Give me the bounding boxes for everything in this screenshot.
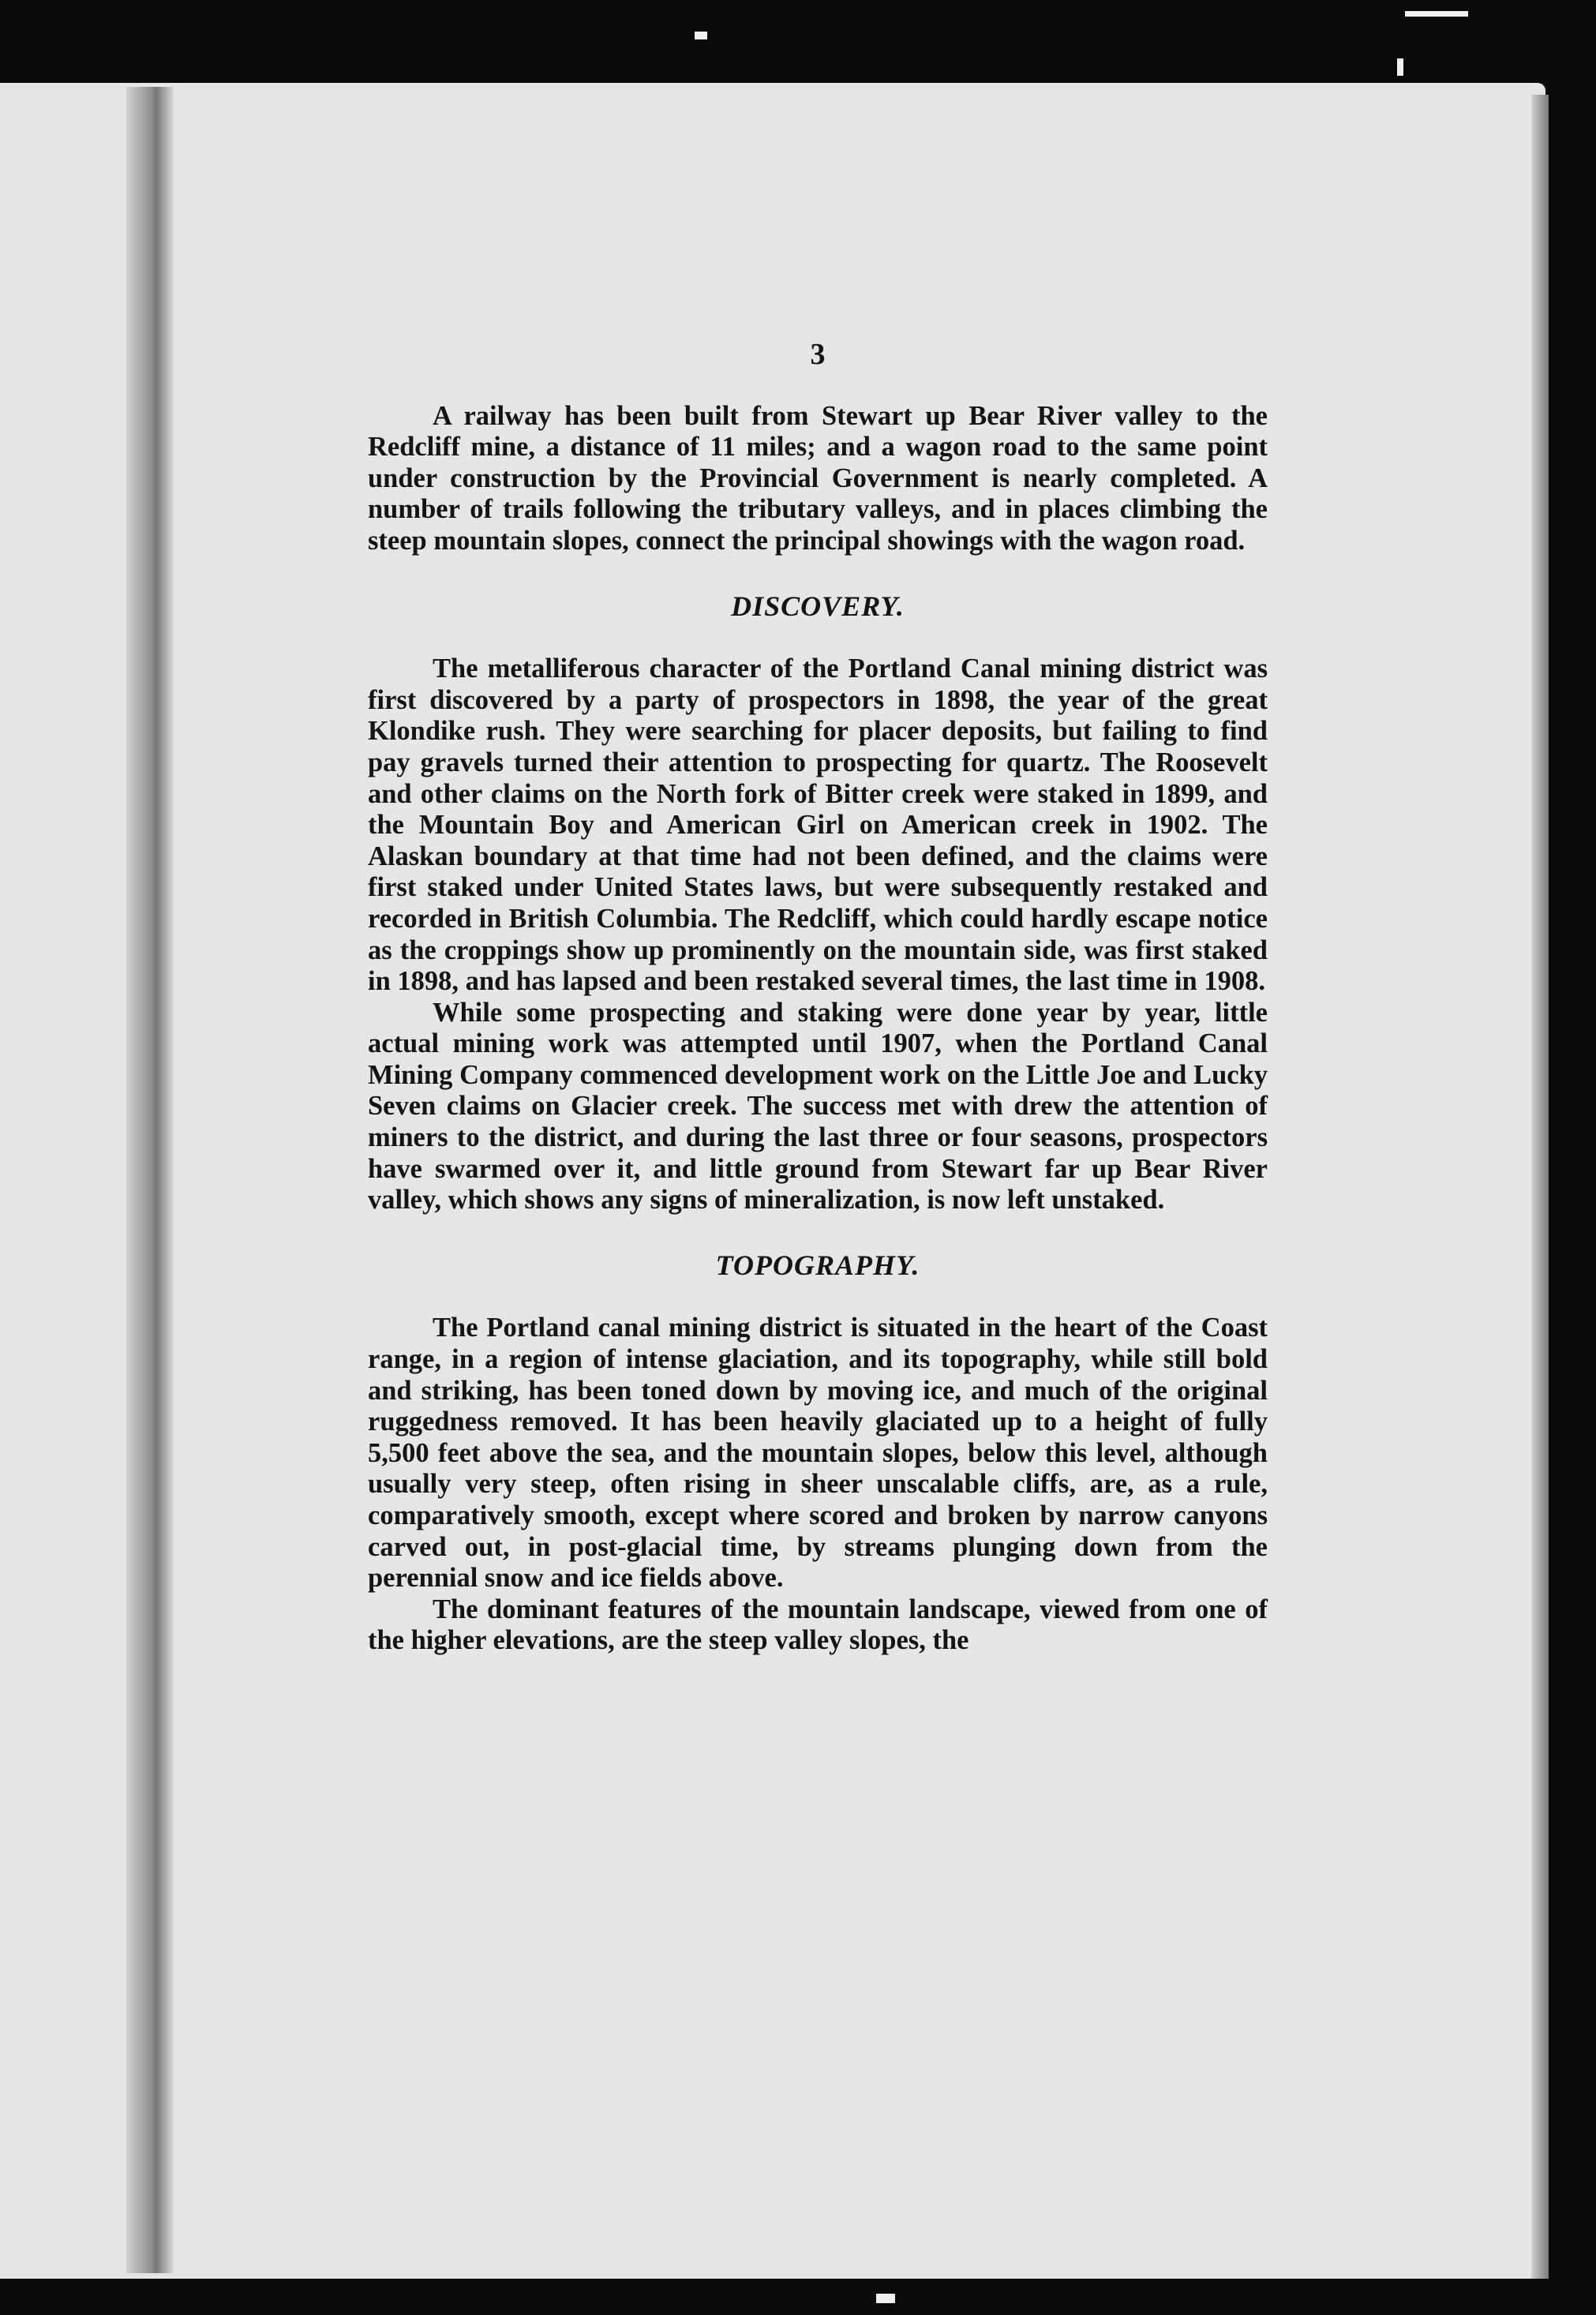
section-heading-topography: TOPOGRAPHY. [715, 1249, 920, 1281]
intro-paragraph: A railway has been built from Stewart up Bear River valley to the Redcliff mine, a distance of 11 miles; and a wagon road to the same point under construction by the Provincial Government is nearly completed. A number of trails following the tributary valleys, and in places climbing the steep mountain slopes, connect the principal showings with the wagon road. [368, 400, 1268, 556]
page-number: 3 [810, 338, 826, 371]
section-heading-discovery: DISCOVERY. [731, 590, 905, 622]
right-page-edge [1531, 95, 1549, 2279]
page-binding-shadow [126, 87, 174, 2273]
scan-speck [695, 32, 707, 39]
discovery-paragraph-1: The metalliferous character of the Portland Canal mining district was first discovered by a party of prospectors in 1898, the year of the great Klondike rush. They were searching for placer deposits, but failing to find pay gravels turned their attention to prospecting for quartz. The Roosevelt and other claims on the North fork of Bitter creek were staked in 1899, and the Mountain Boy and American Girl on American creek in 1902. The Alaskan boundary at that time had not been defined, and the claims were first staked under United States laws, but were subsequently restaked and recorded in British Columbia. The Redcliff, which could hardly escape notice as the croppings show up prominently on the mountain side, was first staked in 1898, and has lapsed and been restaked several times, the last time in 1908. [368, 654, 1268, 997]
page-text [368, 339, 1268, 1657]
topography-paragraph-2: The dominant features of the mountain landscape, viewed from one of the higher elevations, are the steep valley slopes, the [368, 1594, 1268, 1656]
scan-speck [1405, 11, 1468, 17]
scan-speck [876, 2294, 895, 2303]
scan-speck [1397, 58, 1403, 76]
discovery-paragraph-2: While some prospecting and staking were done year by year, little actual mining work was attempted until 1907, when the Portland Canal Mining Company commenced development work on the Little Joe and Lucky Seven claims on Glacier creek. The success met with drew the attention of miners to the district, and during the last three or four seasons, prospectors have swarmed over it, and little ground from Stewart far up Bear River valley, which shows any signs of mineralization, is now left unstaked. [368, 997, 1268, 1216]
topography-paragraph-1: The Portland canal mining district is situated in the heart of the Coast range, in a region of intense glaciation, and its topography, while still bold and striking, has been toned down by moving ice, and much of the original ruggedness removed. It has been heavily glaciated up to a height of fully 5,500 feet above the sea, and the mountain slopes, below this level, although usually very steep, often rising in sheer unscalable cliffs, are, as a rule, comparatively smooth, except where scored and broken by narrow canyons carved out, in post-glacial time, by streams plunging down from the perennial snow and ice fields above. [368, 1313, 1268, 1594]
